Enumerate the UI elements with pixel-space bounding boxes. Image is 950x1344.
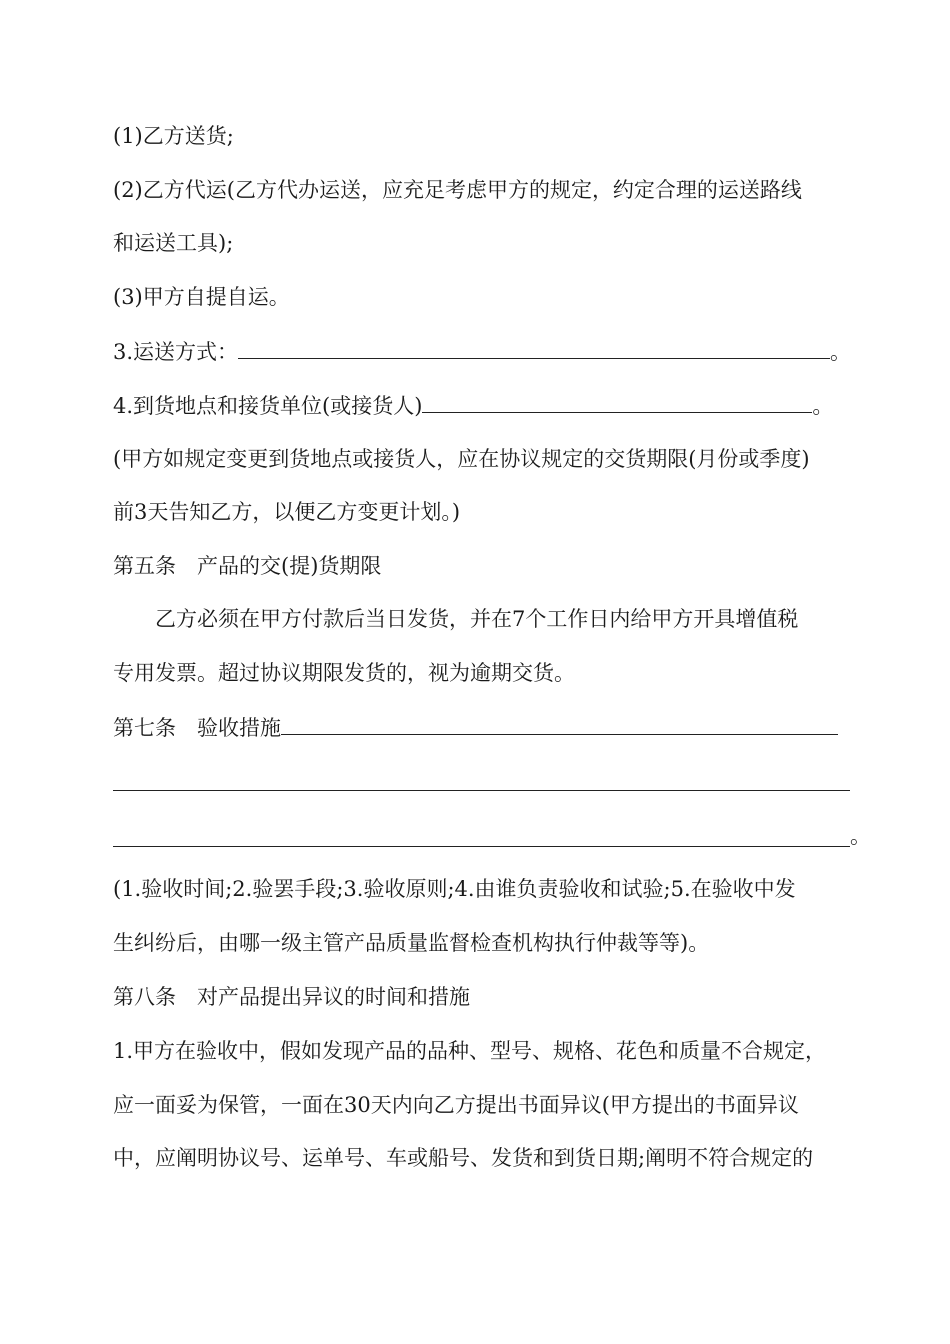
shipping-method-blank [238,336,830,359]
shipping-method-label: 3.运送方式： [113,340,239,364]
delivery-location-period: 。 [812,394,834,418]
article-7-heading-line [113,712,873,743]
shipping-method-period: 。 [830,340,852,364]
delivery-location-label: 4.到货地点和接货单位(或接货人) [113,394,423,418]
change-notice-line-2: 前3天告知乙方，以便乙方变更计划。) [113,500,461,524]
article-7-blank-3 [113,846,850,847]
item-supplier-shipping: (2)乙方代运(乙方代办运送，应充足考虑甲方的规定，约定合理的运送路线 [113,178,802,202]
acceptance-note-line-2: 生纠纷后，由哪一级主管产品质量监督检查机构执行仲裁等等)。 [113,931,710,955]
article-8-para-line-1: 1.甲方在验收中，假如发现产品的品种、型号、规格、花色和质量不合规定， [113,1039,827,1063]
article-5-para-line-2: 专用发票。超过协议期限发货的，视为逾期交货。 [113,661,575,685]
article-5-para-line-1: 乙方必须在甲方付款后当日发货，并在7个工作日内给甲方开具增值税 [155,607,799,631]
acceptance-note-line-1: (1.验收时间;2.验罢手段;3.验收原则;4.由谁负责验收和试验;5.在验收中发 [113,877,796,901]
article-8-heading: 第八条 对产品提出异议的时间和措施 [113,985,470,1009]
article-5-heading: 第五条 产品的交(提)货期限 [113,554,382,578]
item-supplier-delivery: (1)乙方送货; [113,124,234,148]
article-7-blank-1 [281,712,838,735]
article-7-heading: 第七条 验收措施 [113,716,281,740]
delivery-location-line [113,390,873,421]
delivery-location-blank [422,390,812,413]
shipping-method-line [113,336,873,367]
article-8-para-line-2: 应一面妥为保管，一面在30天内向乙方提出书面异议(甲方提出的书面异议 [113,1093,799,1117]
item-supplier-shipping-cont: 和运送工具); [113,231,234,255]
article-7-period: 。 [850,824,871,848]
item-buyer-pickup: (3)甲方自提自运。 [113,285,290,309]
article-7-blank-2 [113,790,850,791]
change-notice-line-1: (甲方如规定变更到货地点或接货人，应在协议规定的交货期限(月份或季度) [113,447,810,471]
article-8-para-line-3: 中，应阐明协议号、运单号、车或船号、发货和到货日期;阐明不符合规定的 [113,1146,814,1170]
